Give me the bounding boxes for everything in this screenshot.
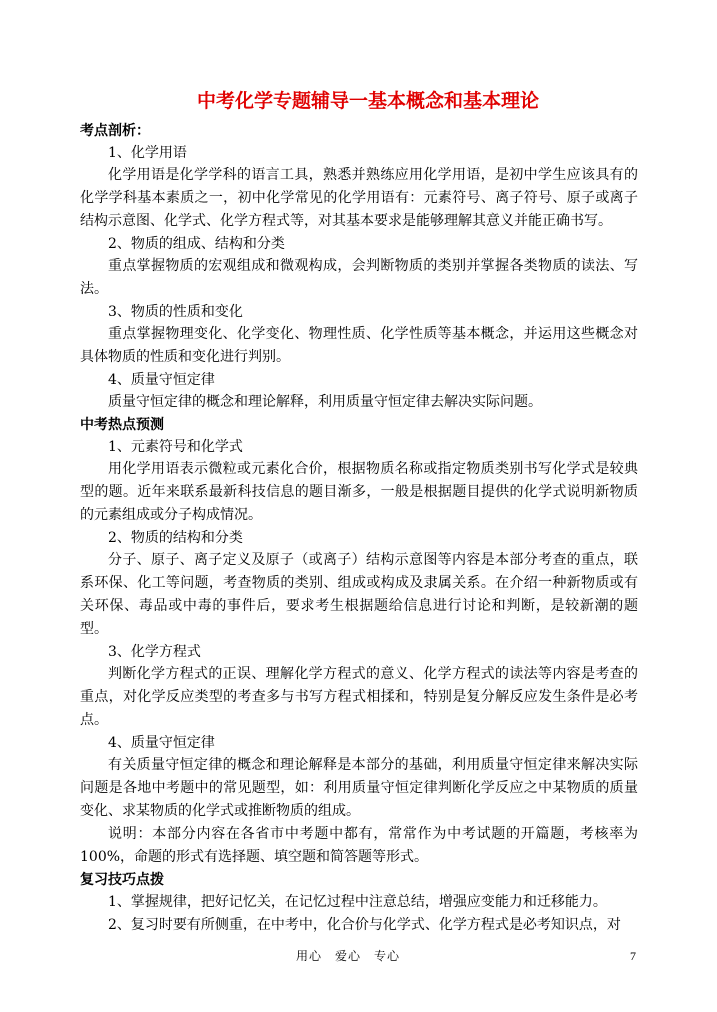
- section-heading-tips: 复习技巧点拨: [80, 872, 164, 888]
- item-text: 用化学用语表示微粒或元素化合价，根据物质名称或指定物质类别书写化学式是较典型的题。近年来联系最新科技信息的题目渐多，一般是根据题目提供的化学式说明新物质的元素组成或分子构成情况。: [80, 461, 638, 523]
- section-heading-analysis: 考点剖析：: [80, 123, 150, 139]
- item-text: 化学用语是化学学科的语言工具，熟悉并熟练应用化学用语，是初中学生应该具有的化学学科基本素质之一，初中化学常见的化学用语有：元素符号、离子符号、原子或离子结构示意图、化学式、化学方程式等，对其基本要求是能够理解其意义并能正确书写。: [80, 167, 638, 229]
- item-text: 重点掌握物理变化、化学变化、物理性质、化学性质等基本概念，并运用这些概念对具体物质的性质和变化进行判别。: [80, 326, 638, 365]
- section-heading-forecast: 中考热点预测: [80, 417, 164, 433]
- item-label: 1、元素符号和化学式: [108, 439, 243, 455]
- page-number: 7: [630, 949, 636, 963]
- tip-paragraph: 1、掌握规律，把好记忆关，在记忆过程中注意总结，增强应变能力和迁移能力。: [108, 894, 607, 910]
- item-label: 4、质量守恒定律: [108, 372, 215, 388]
- item-label: 4、质量守恒定律: [108, 735, 215, 751]
- tip-paragraph: 2、复习时要有所侧重，在中考中，化合价与化学式、化学方程式是必考知识点，对: [108, 917, 621, 933]
- item-text: 分子、原子、离子定义及原子（或离子）结构示意图等内容是本部分考查的重点，联系环保、化工等问题，考查物质的类别、组成或构成及隶属关系。在介绍一种新物质或有关环保、毒品或中毒的事件后，要求考生根据题给信息进行讨论和判断，是较新潮的题型。: [80, 552, 638, 637]
- page-content: [80, 88, 638, 937]
- item-text: 重点掌握物质的宏观组成和微观构成，会判断物质的类别并掌握各类物质的读法、写法。: [80, 258, 638, 297]
- item-label: 3、化学方程式: [108, 644, 201, 660]
- item-text: 有关质量守恒定律的概念和理论解释是本部分的基础，利用质量守恒定律来解决实际问题是各地中考题中的常见题型，如：利用质量守恒定律判断化学反应之中某物质的质量变化、求某物质的化学式或推断物质的组成。: [80, 757, 638, 819]
- item-label: 2、物质的组成、结构和分类: [108, 236, 285, 252]
- item-text: 质量守恒定律的概念和理论解释，利用质量守恒定律去解决实际问题。: [108, 394, 542, 410]
- footer-text: 用心 爱心 专心: [296, 949, 401, 963]
- item-label: 3、物质的性质和变化: [108, 304, 243, 320]
- document-title: 中考化学专题辅导一基本概念和基本理论: [196, 90, 539, 112]
- section-note: 说明：本部分内容在各省市中考题中都有，常常作为中考试题的开篇题，考核率为100%，命题的形式有选择题、填空题和简答题等形式。: [80, 826, 638, 865]
- item-text: 判断化学方程式的正误、理解化学方程式的意义、化学方程式的读法等内容是考查的重点，对化学反应类型的考查多与书写方程式相揉和，特别是复分解反应发生条件是必考点。: [80, 666, 638, 728]
- item-label: 1、化学用语: [108, 145, 187, 161]
- item-label: 2、物质的结构和分类: [108, 530, 243, 546]
